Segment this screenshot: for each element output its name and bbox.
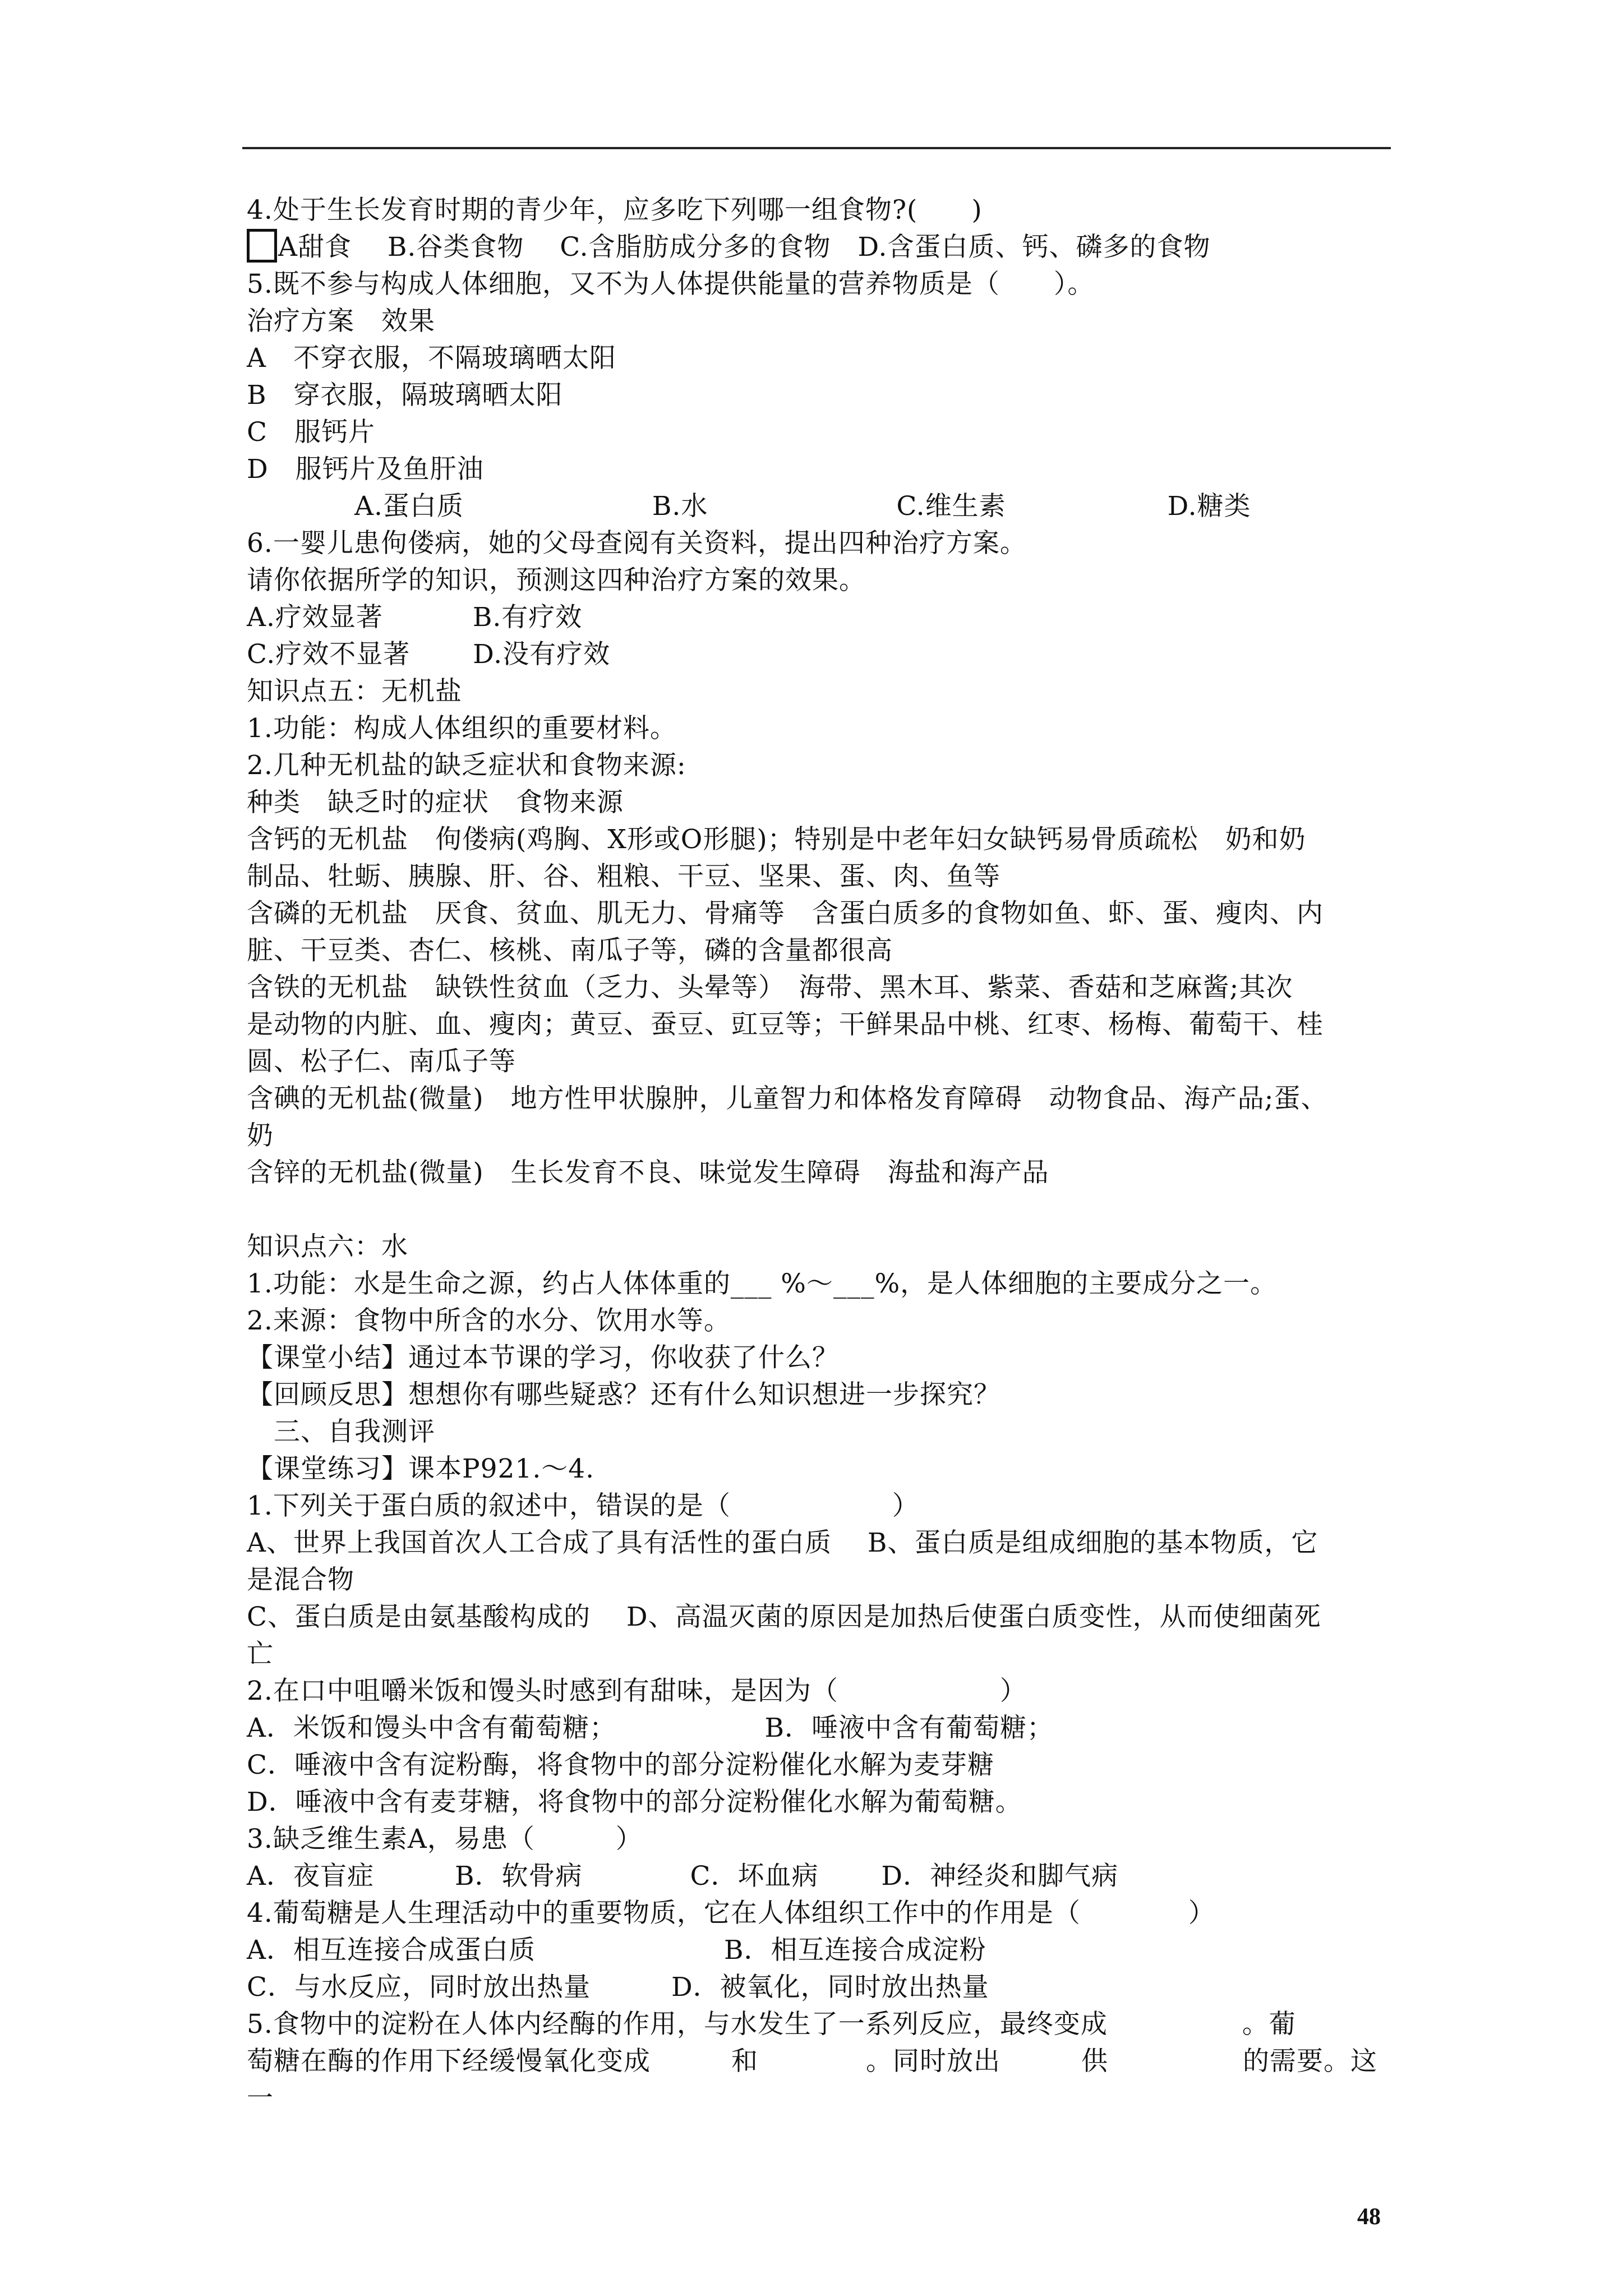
document-body — [247, 192, 1402, 2117]
text-line: C．唾液中含有淀粉酶，将食物中的部分淀粉催化水解为麦芽糖 — [247, 1750, 994, 1780]
text-line: 4.葡萄糖是人生理活动中的重要物质，它在人体组织工作中的作用是（ ） — [247, 1898, 1215, 1929]
text-line: 2.在口中咀嚼米饭和馒头时感到有甜味，是因为（ ） — [247, 1676, 1027, 1706]
text-line: 1.下列关于蛋白质的叙述中，错误的是（ ） — [247, 1490, 919, 1521]
text-line: 萄糖在酶的作用下经缓慢氧化变成 和 。同时放出 供 的需要。这一 — [247, 2046, 1377, 2114]
section-heading: 三、自我测评 — [247, 1416, 435, 1447]
text-line: 含磷的无机盐 厌食、贫血、肌无力、骨痛等 含蛋白质多的食物如鱼、虾、蛋、瘦肉、内 — [247, 898, 1324, 929]
text-line: 5.食物中的淀粉在人体内经酶的作用，与水发生了一系列反应，最终变成 。葡 — [247, 2009, 1296, 2040]
text-line: 种类 缺乏时的症状 食物来源 — [247, 787, 624, 818]
text-line: 圆、松子仁、南瓜子等 — [247, 1046, 516, 1077]
text-line: 含铁的无机盐 缺铁性贫血（乏力、头晕等） 海带、黑木耳、紫菜、香菇和芝麻酱;其次 — [247, 972, 1293, 1003]
text-line: A、世界上我国首次人工合成了具有活性的蛋白质 B、蛋白质是组成细胞的基本物质，它 — [247, 1527, 1318, 1558]
text-line: 请你依据所学的知识，预测这四种治疗方案的效果。 — [247, 565, 866, 596]
text-line: 6.一婴儿患佝偻病，她的父母查阅有关资料，提出四种治疗方案。 — [247, 528, 1027, 559]
text-line: 2.几种无机盐的缺乏症状和食物来源: — [247, 750, 686, 781]
text-line: 含碘的无机盐(微量) 地方性甲状腺肿，儿童智力和体格发育障碍 动物食品、海产品;蛋、 — [247, 1083, 1328, 1114]
text-line: 治疗方案 效果 — [247, 306, 435, 337]
text-line: 脏、干豆类、杏仁、核桃、南瓜子等，磷的含量都很高 — [247, 935, 893, 966]
text-line: 制品、牡蛎、胰腺、肝、谷、粗粮、干豆、坚果、蛋、肉、鱼等 — [247, 861, 1000, 892]
section-heading: 知识点五：无机盐 — [247, 676, 462, 707]
text-line: C.疗效不显著 D.没有疗效 — [247, 639, 611, 670]
text-line: 是动物的内脏、血、瘦肉；黄豆、蚕豆、豇豆等；干鲜果品中桃、红枣、杨梅、葡萄干、桂 — [247, 1009, 1324, 1040]
text-line: D．唾液中含有麦芽糖，将食物中的部分淀粉催化水解为葡萄糖。 — [247, 1787, 1022, 1818]
text-line: 奶 — [247, 1120, 274, 1151]
text-line: 【课堂小结】通过本节课的学习，你收获了什么？ — [247, 1342, 839, 1373]
text-line: A．夜盲症 B．软骨病 C．坏血病 D．神经炎和脚气病 — [247, 1861, 1119, 1892]
text-line: 4.处于生长发育时期的青少年，应多吃下列哪一组食物?( ) — [247, 195, 983, 226]
text-line: 5.既不参与构成人体细胞，又不为人体提供能量的营养物质是（ ）。 — [247, 269, 1095, 300]
section-heading: 知识点六：水 — [247, 1231, 408, 1262]
text-line: 亡 — [247, 1639, 274, 1669]
text-line: 1.功能：构成人体组织的重要材料。 — [247, 713, 677, 744]
text-line: C．与水反应，同时放出热量 D．被氧化，同时放出热量 — [247, 1972, 989, 2003]
answer-box-icon — [247, 229, 277, 263]
text-line: 【回顾反思】想想你有哪些疑惑？还有什么知识想进一步探究？ — [247, 1379, 1000, 1410]
text-line: C 服钙片 — [247, 417, 375, 448]
text-line: A.蛋白质 B.水 C.维生素 D.糖类 — [247, 491, 1251, 522]
text-line: 1.功能：水是生命之源，约占人体体重的___ %～___%，是人体细胞的主要成分之一。 — [247, 1268, 1278, 1299]
text-line: A．米饭和馒头中含有葡萄糖； B．唾液中含有葡萄糖； — [247, 1713, 1054, 1743]
blank-line — [247, 1191, 1402, 1228]
text-line: 含钙的无机盐 佝偻病(鸡胸、X形或O形腿)；特别是中老年妇女缺钙易骨质疏松 奶和奶 — [247, 824, 1306, 855]
text-line: 【课堂练习】课本P921.～4. — [247, 1453, 595, 1484]
page-number: 48 — [1357, 2204, 1381, 2230]
text-line: A 不穿衣服，不隔玻璃晒太阳 — [247, 343, 616, 374]
header-rule — [242, 147, 1391, 149]
text-line: A.疗效显著 B.有疗效 — [247, 602, 583, 633]
text-line: D 服钙片及鱼肝油 — [247, 454, 484, 485]
text-line: 2.来源：食物中所含的水分、饮用水等。 — [247, 1305, 731, 1336]
text-line: 含锌的无机盐(微量) 生长发育不良、味觉发生障碍 海盐和海产品 — [247, 1157, 1049, 1188]
text-line: A．相互连接合成蛋白质 B．相互连接合成淀粉 — [247, 1935, 986, 1966]
text-line: B 穿衣服，隔玻璃晒太阳 — [247, 380, 563, 411]
text-line: C、蛋白质是由氨基酸构成的 D、高温灭菌的原因是加热后使蛋白质变性，从而使细菌死 — [247, 1602, 1321, 1632]
text-line: A甜食 B.谷类食物 C.含脂肪成分多的食物 D.含蛋白质、钙、磷多的食物 — [247, 229, 1402, 266]
text-line: 3.缺乏维生素A，易患（ ） — [247, 1824, 643, 1855]
text-line: 是混合物 — [247, 1565, 354, 1595]
